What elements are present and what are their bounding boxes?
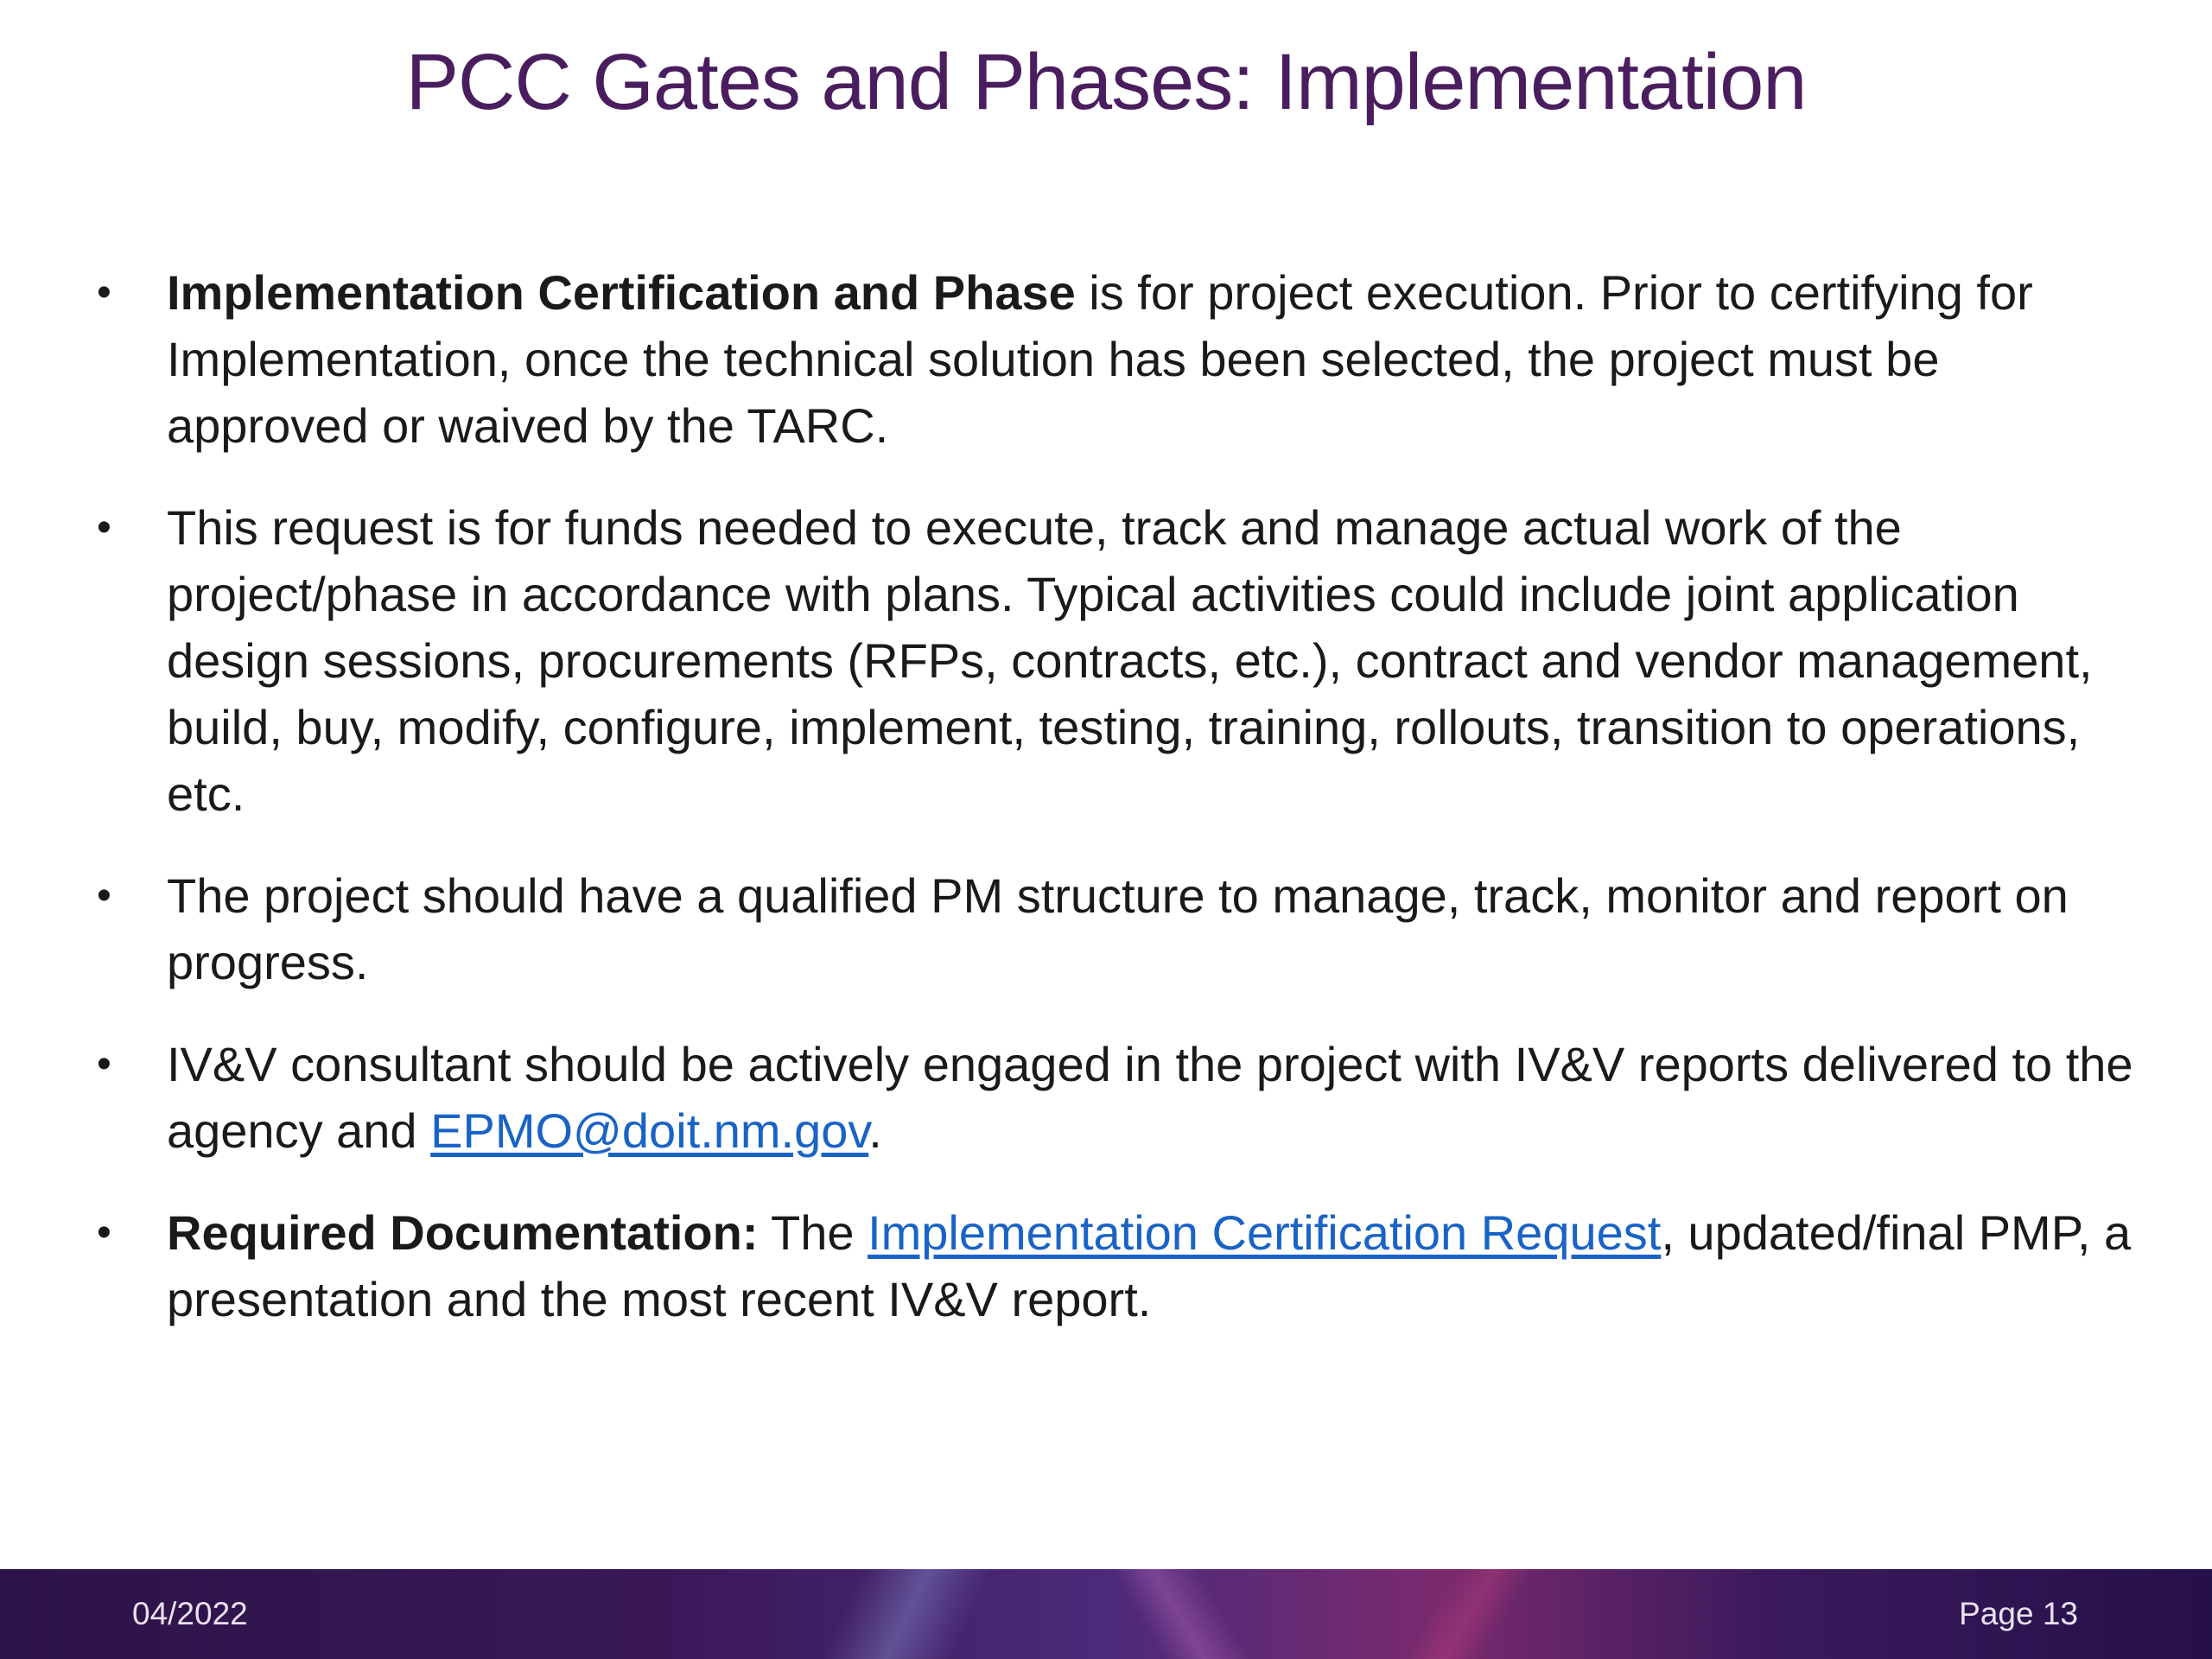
bullet-list bbox=[78, 259, 2152, 1368]
epmo-email-link[interactable]: EPMO@doit.nm.gov bbox=[430, 1103, 869, 1158]
bullet-dot-icon: • bbox=[97, 1210, 111, 1255]
bullet-item-required-documentation bbox=[78, 1199, 2152, 1332]
bullet-dot-icon: • bbox=[97, 873, 111, 918]
bullet-item-funds-request bbox=[78, 494, 2152, 827]
bullet-text: is for project execution. Prior to certifying for Implementation, once the technical solution has been selected, the project must be approved or waived by the TARC. bbox=[167, 265, 2033, 453]
bullet-dot-icon: • bbox=[97, 270, 111, 315]
bullet-text: The bbox=[758, 1205, 868, 1260]
page-number: Page 13 bbox=[1959, 1596, 2078, 1631]
footer-date: 04/2022 bbox=[132, 1596, 248, 1631]
bullet-item-ivv-consultant bbox=[78, 1031, 2152, 1164]
bullet-text-after: . bbox=[868, 1103, 882, 1158]
footer-bar bbox=[0, 1569, 2212, 1659]
footer-decoration bbox=[1296, 1569, 1642, 1659]
slide-title: PCC Gates and Phases: Implementation bbox=[405, 38, 1807, 126]
bullet-bold-lead: Required Documentation: bbox=[167, 1205, 759, 1260]
bullet-text: IV&V consultant should be actively engaged in the project with IV&V reports delivered to the agency and bbox=[167, 1037, 2133, 1158]
bullet-dot-icon: • bbox=[97, 505, 111, 550]
bullet-dot-icon: • bbox=[97, 1041, 111, 1087]
implementation-certification-request-link[interactable]: Implementation Certification Request bbox=[868, 1205, 1662, 1260]
bullet-text: This request is for funds needed to execute, track and manage actual work of the project/phase in accordance with plans. Typical activities could include joint application design sessions, procurements (RFPs, contracts, etc.), contract and vendor management, build, buy, modify, configure, implement, testing, training, rollouts, transition to operations, etc. bbox=[167, 500, 2093, 821]
bullet-item-pm-structure bbox=[78, 862, 2152, 995]
bullet-text-after: , updated/final PMP, a presentation and the most recent IV&V report. bbox=[167, 1205, 2132, 1326]
bullet-item-implementation-certification bbox=[78, 259, 2152, 459]
bullet-text: The project should have a qualified PM structure to manage, track, monitor and report on progress. bbox=[167, 868, 2069, 989]
bullet-bold-lead: Implementation Certification and Phase bbox=[167, 265, 1076, 320]
